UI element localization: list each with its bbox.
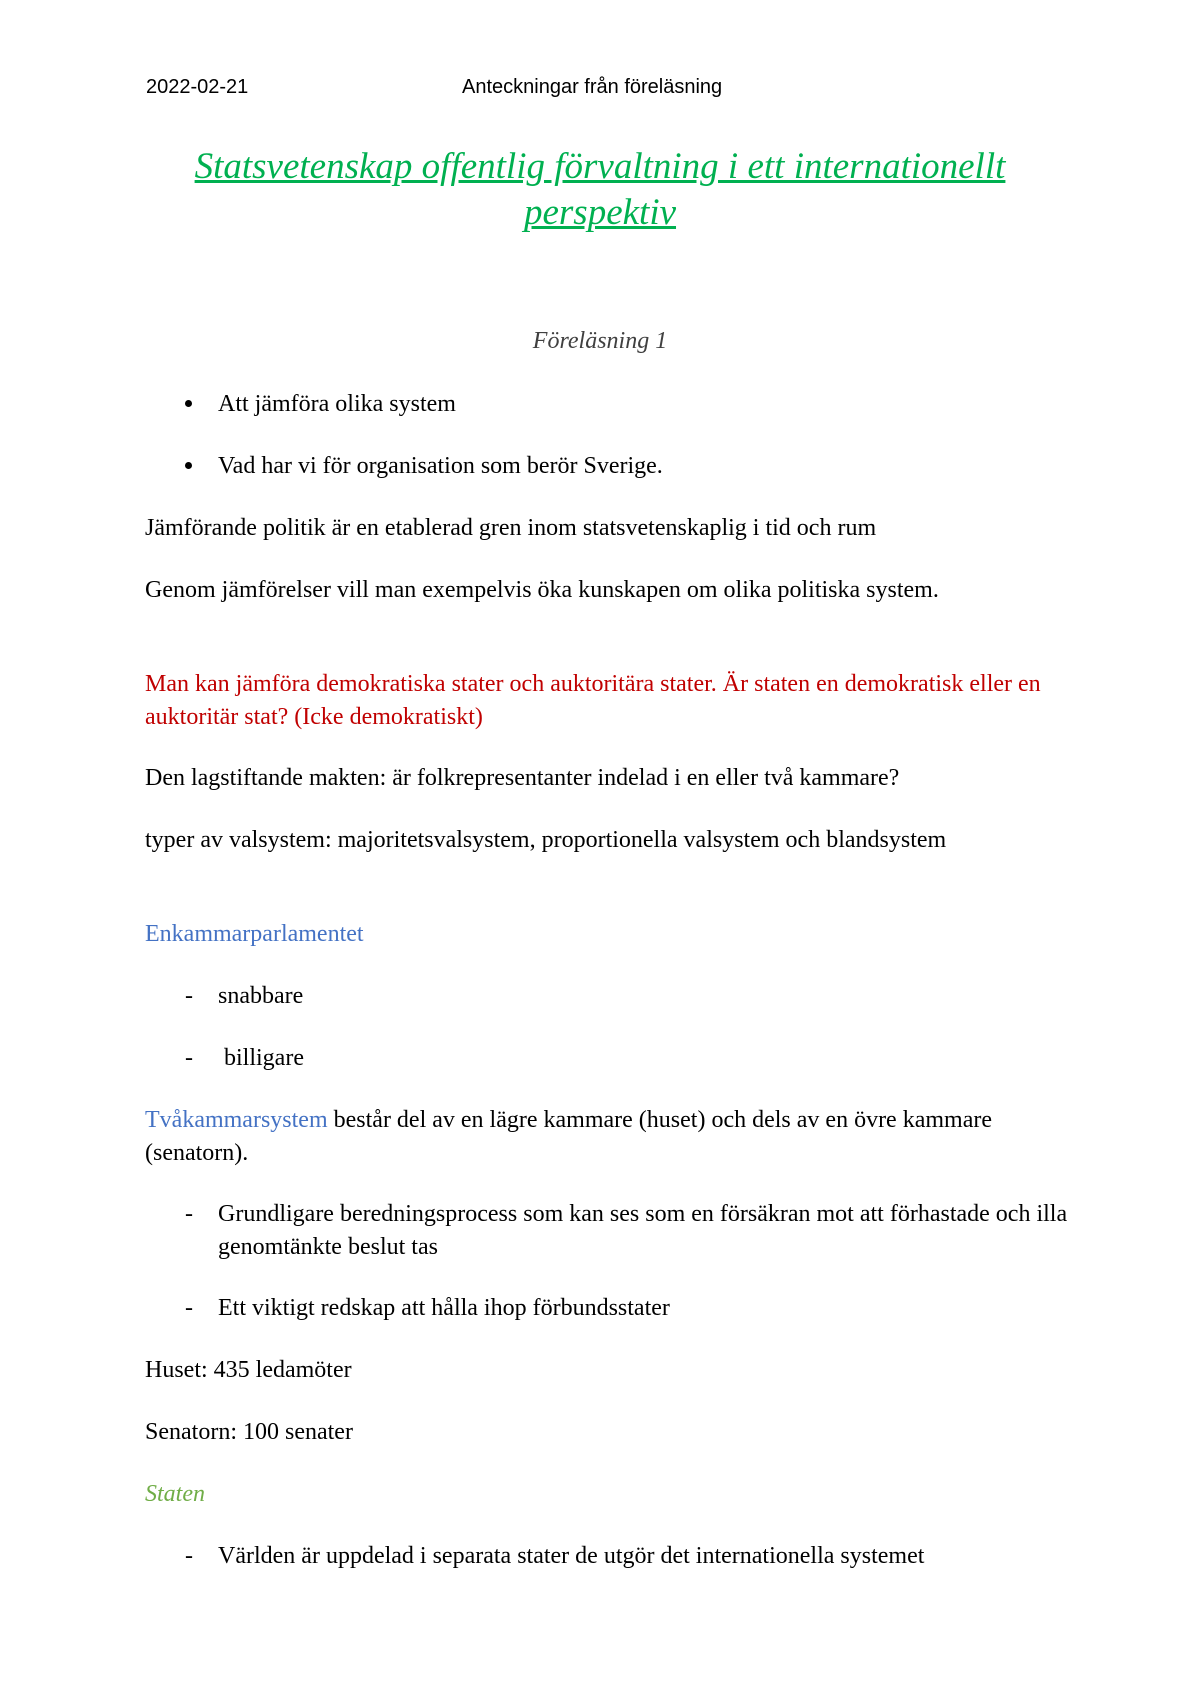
bullet-dot-icon <box>185 450 192 483</box>
paragraph: typer av valsystem: majoritetsvalsystem, proportionella valsystem och blandsystem <box>145 827 947 853</box>
paragraph-huset: Huset: 435 ledamöter <box>145 1357 352 1383</box>
section-heading-staten: Staten <box>145 1481 205 1507</box>
paragraph: Genom jämförelser vill man exempelvis öka kunskapen om olika politiska system. <box>145 577 939 603</box>
header-title: Anteckningar från föreläsning <box>462 76 723 98</box>
paragraph: Jämförande politik är en etablerad gren inom statsvetenskaplig i tid och rum <box>145 515 877 541</box>
paragraph: Den lagstiftande makten: är folkrepresentanter indelad i en eller två kammare? <box>145 765 900 791</box>
bullet-dot-icon <box>185 388 192 421</box>
document-page: 2022-02-21 Anteckningar från föreläsning Statsvetenskap offentlig förvaltning i ett internationellt perspektiv Föreläsning 1 Att jämföra olika system Vad har vi för organisation som berör Sverige. Jämförande politik är en etablerad gren inom statsvetenskaplig i tid och rum Genom jämförelser vill man exempelvis öka kunskapen om olika politiska system. Man kan jämföra demokratiska stater och auktoritära stater. Är staten en demokratisk eller en auktoritär stat? (Icke demokratiskt) Den lagstiftande makten: är folkrepresentanter indelad i en eller två kammare? typer av valsystem: majoritetsvalsystem, proportionella valsystem och blandsystem Enkammarparlamentet - snabbare - billigare Tvåkammarsystem består del av en lägre kammare (huset) och dels av en övre kammare (senatorn). - Grundligare beredningsprocess som kan ses som en försäkran mot att förhastade och illa genomtänkte beslut tas - Ett viktigt redskap att hålla ihop förbundsstater Huset: 435 ledamöter Senatorn: 100 senater Staten - Världen är uppdelad i separata stater de utgör det internationella systemet <box>0 0 1200 1698</box>
section-heading-enkammar: Enkammarparlamentet <box>145 921 364 947</box>
paragraph-red: Man kan jämföra demokratiska stater och auktoritära stater. Är staten en demokratisk eller en auktoritär stat? (Icke demokratiskt) <box>145 671 1041 730</box>
document-title: Statsvetenskap offentlig förvaltning i ett internationellt perspektiv <box>194 146 1006 233</box>
paragraph-tvakammar: Tvåkammarsystem består del av en lägre kammare (huset) och dels av en övre kammare (senatorn). <box>145 1107 992 1166</box>
lecture-subtitle: Föreläsning 1 <box>532 328 668 354</box>
term-tvakammar: Tvåkammarsystem <box>145 1107 328 1133</box>
paragraph-senatorn: Senatorn: 100 senater <box>145 1419 353 1445</box>
header-date: 2022-02-21 <box>146 76 249 98</box>
